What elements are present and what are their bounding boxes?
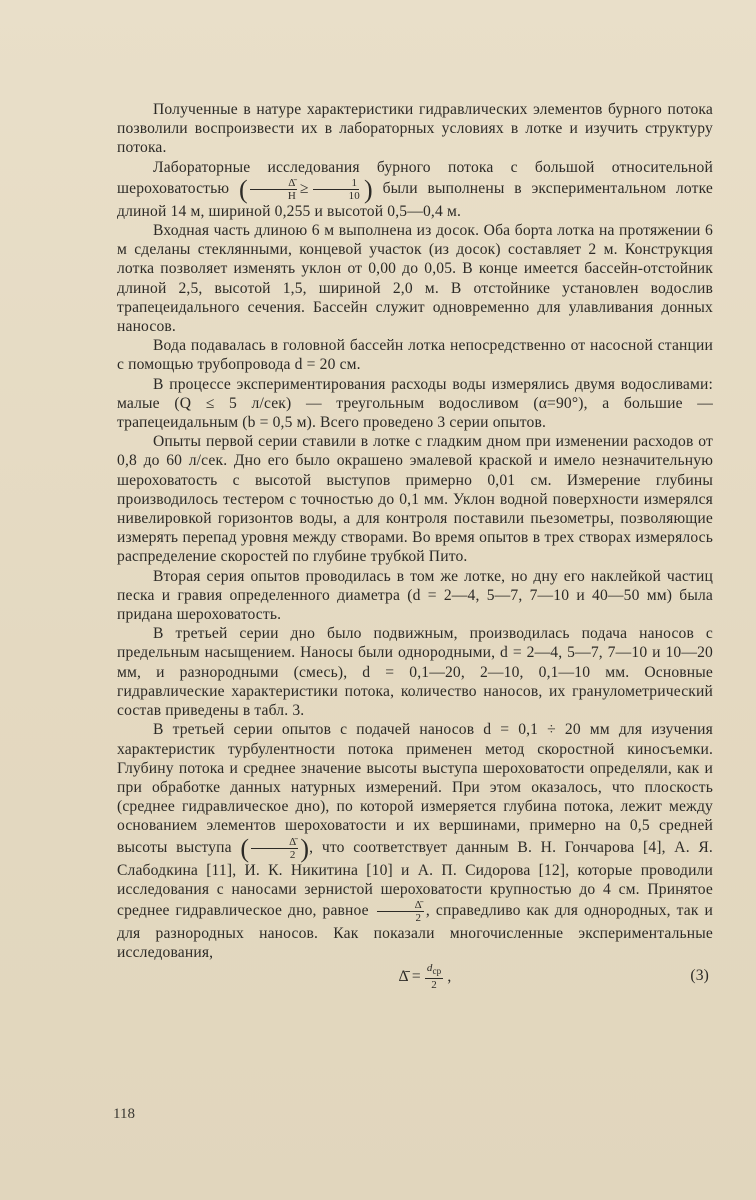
paragraph-6: Опыты первой серии ставили в лотке с гладким дном при изменении расходов от 0,8 до 60 л/сек. Дно его было окрашено эмалевой краской и имело незначительную шероховатость с высотой выступов примерно 0,01 см. Измерение глубины производилось тестером с точностью до 0,1 мм. Уклон водной поверхности измерялся нивелировкой горизонтов воды, а для контроля поставили пьезометры, позволяющие измерять перепад уровня между створами. Во время опытов в трех створах измерялось распределение скоростей по глубине трубкой Пито. <box>117 433 713 566</box>
formula-expression <box>399 962 452 990</box>
formula-3 <box>117 962 713 992</box>
paragraph-2-part-a: Лабораторные исследования бурного потока с большой относительной шероховатостью <box>117 158 713 197</box>
page-number: 118 <box>113 1106 135 1122</box>
paragraph-9-part-c: , справедливо как для однородных, так и для разнородных наносов. Как показали многочисленные экспериментальные исследования, <box>117 902 713 962</box>
formula-fraction <box>425 962 444 990</box>
half-height-fraction <box>251 836 298 861</box>
formula-lhs: Δ̄ = <box>398 967 421 985</box>
half-denominator-2: 2 <box>415 911 422 924</box>
left-paren: ( <box>239 174 248 204</box>
half-numerator: Δ̄ <box>251 836 298 849</box>
paragraph-2 <box>117 158 713 221</box>
paragraph-9-part-b: , что соответствует данным В. Н. Гончарова [4], А. Я. Слабодкина [11], И. К. Никитина [10] и А. П. Сидорова [12], которые проводили исследования с наносами зернистой шероховатости крупностью до 4 см. Принятое среднее гидравлическое дно, равное <box>117 838 713 919</box>
formula-subscript: ср <box>432 966 442 977</box>
ratio-rhs-numerator: 1 <box>313 177 359 190</box>
paragraph-1: Полученные в натуре характеристики гидравлических элементов бурного потока позволили воспроизвести их в лабораторных условиях в лотке и изучить структуру потока. <box>117 101 713 157</box>
half-height-fraction-2 <box>377 899 424 924</box>
paragraph-5: В процессе экспериментирования расходы воды измерялись двумя водосливами: малые (Q ≤ 5 л/сек) — треугольным водосливом (α=90°), а большие — трапецеидальным (b = 0,5 м). Всего проведено 3 серии опытов. <box>117 375 713 432</box>
ratio-denominator: H <box>287 189 296 202</box>
roughness-ratio-fraction <box>250 177 298 202</box>
paragraph-2-part-b: были выполнены в экспериментальном лотке длиной 14 м, шириной 0,255 и высотой 0,5—0,4 м. <box>117 179 713 220</box>
paragraph-4: Вода подавалась в головной бассейн лотка непосредственно от насосной станции с помощью трубопровода d = 20 см. <box>117 337 713 374</box>
formula-denominator: 2 <box>431 978 437 991</box>
ratio-rhs-denominator: 10 <box>348 189 360 202</box>
ratio-numerator: Δ̄ <box>250 177 297 190</box>
right-paren: ) <box>363 174 373 204</box>
formula-tail: , <box>447 967 452 985</box>
formula-d: d <box>426 962 433 975</box>
paragraph-9-part-a: В третьей серии опытов с подачей наносов d = 0,1 ÷ 20 мм для изучения характеристик турбулентности потока применен метод скоростной киносъемки. Глубину потока и среднее значение высоты выступа шероховатости определяли, как и при обработке данных натурных измерений. При этом оказалось, что плоскость (среднее гидравлическое дно), по которой измеряется глубина потока, лежит между основанием элементов шероховатости и их вершинами, примерно на 0,5 средней высоты выступа <box>117 721 713 856</box>
formula-number: (3) <box>690 967 709 985</box>
ratio-rhs-fraction <box>311 177 362 202</box>
paragraph-9 <box>117 720 713 962</box>
paragraph-7: Вторая серия опытов проводилась в том же лотке, но дну его наклейкой частиц песка и гравия определенного диаметра (d = 2—4, 5—7, 7—10 и 40—50 мм) была придана шероховатость. <box>117 567 713 624</box>
right-paren: ) <box>300 833 310 863</box>
formula-numerator <box>425 962 444 978</box>
paragraph-3: Входная часть длиною 6 м выполнена из досок. Оба борта лотка на протяжении 6 м сделаны стеклянными, концевой участок (из досок) составляет 2 м. Конструкция лотка позволяет изменять уклон от 0,00 до 0,05. В конце имеется бассейн-отстойник длиной 2,5, высотой 1,5, шириной 2,0 м. В отстойнике установлен водослив трапецеидального сечения. Бассейн служит одновременно для улавливания донных наносов. <box>117 222 713 336</box>
half-numerator-2: Δ̄ <box>377 899 424 912</box>
body-text <box>117 100 713 992</box>
paragraph-8: В третьей серии дно было подвижным, производилась подача наносов с предельным насыщением. Наносы были однородными, d = 2—4, 5—7, 7—10 и 10—20 мм, и разнородными (смесь), d = 0,1—20, 2—10, 0,1—10 мм. Основные гидравлические характеристики потока, количество наносов, их гранулометрический состав приведены в табл. 3. <box>117 625 713 720</box>
half-denominator: 2 <box>289 848 296 861</box>
left-paren: ( <box>240 833 250 863</box>
ratio-relation: ≥ <box>299 179 309 197</box>
